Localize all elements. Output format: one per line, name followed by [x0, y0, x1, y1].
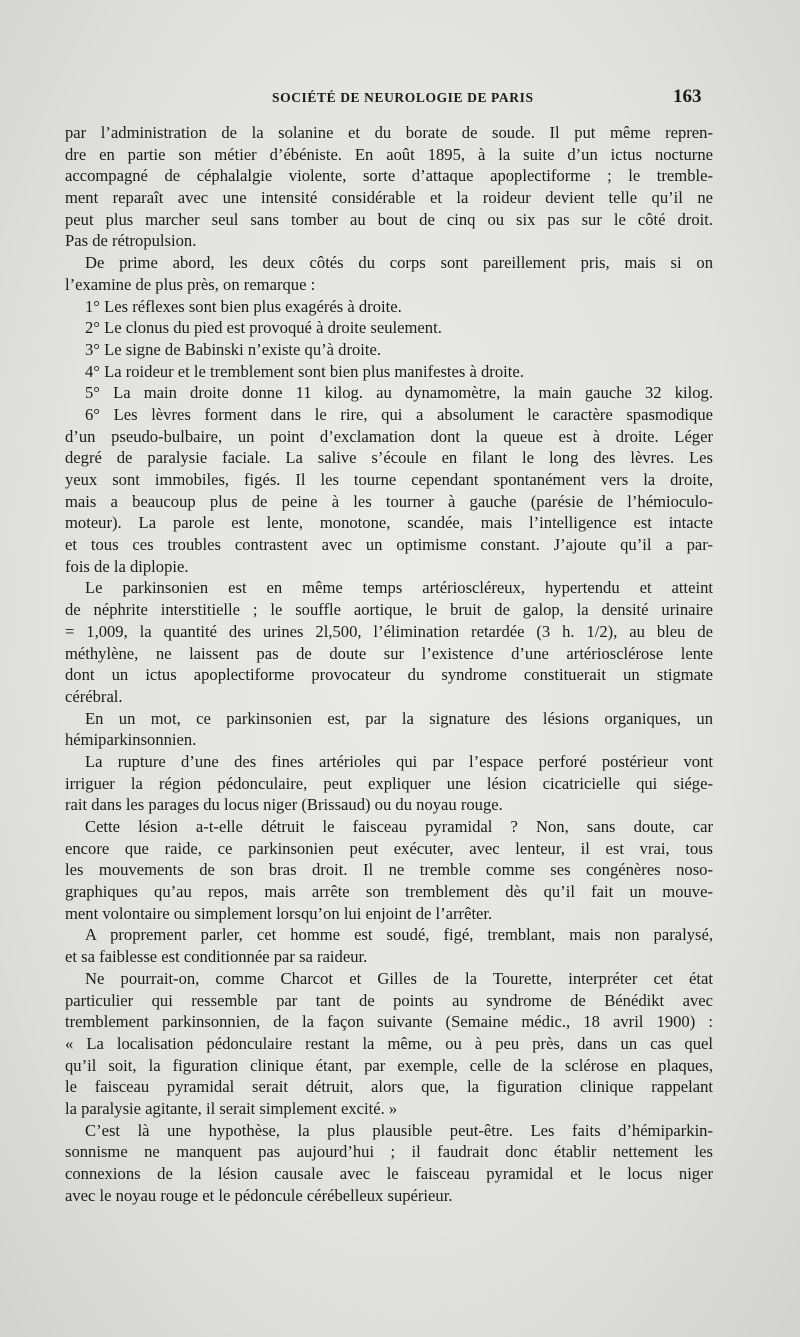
page-number: 163: [673, 86, 702, 107]
text-line: encore que raide, ce parkinsonien peut exécuter, avec lenteur, il est vrai, tous: [65, 838, 713, 858]
text-line: degré de paralysie faciale. La salive s’écoule en filant le long des lèvres. Les: [65, 448, 713, 468]
text-line: méthylène, ne laissent pas de doute sur l’existence d’une artériosclérose lente: [65, 643, 713, 663]
text-line: de néphrite interstitielle ; le souffle aortique, le bruit de galop, la densité urinaire: [65, 600, 713, 620]
text-line: hémiparkinsonnien.: [65, 730, 197, 750]
text-line: A proprement parler, cet homme est soudé, figé, tremblant, mais non paralysé,: [85, 925, 713, 945]
text-line: l’examine de plus près, on remarque :: [65, 274, 316, 294]
list-item: 5° La main droite donne 11 kilog. au dynamomètre, la main gauche 32 kilog.: [85, 383, 713, 403]
text-line: tremblement parkinsonnien, de la façon suivante (Semaine médic., 18 avril 1900) :: [65, 1012, 713, 1032]
text-line: La rupture d’une des fines artérioles qui par l’espace perforé postérieur vont: [85, 751, 713, 771]
text-line: avec le noyau rouge et le pédoncule cérébelleux supérieur.: [65, 1185, 453, 1205]
text-line: mais a beaucoup plus de peine à les tourner à gauche (parésie de l’hémioculo-: [65, 491, 713, 511]
text-line: fois de la diplopie.: [65, 556, 189, 576]
text-line: sonnisme ne manquent pas aujourd’hui ; il faudrait donc établir nettement les: [65, 1142, 713, 1162]
text-line: En un mot, ce parkinsonien est, par la signature des lésions organiques, un: [85, 708, 713, 728]
text-line: par l’administration de la solanine et du borate de soude. Il put même repren-: [65, 123, 713, 142]
text-line: C’est là une hypothèse, la plus plausible peut-être. Les faits d’hémiparkin-: [85, 1120, 713, 1140]
list-item: 3° Le signe de Babinski n’existe qu’à droite.: [85, 339, 382, 359]
text-line: Ne pourrait-on, comme Charcot et Gilles de la Tourette, interpréter cet état: [85, 968, 713, 988]
text-line: ment volontaire ou simplement lorsqu’on lui enjoint de l’arrêter.: [65, 903, 493, 923]
text-line: d’un pseudo-bulbaire, un point d’exclamation dont la queue est à droite. Léger: [65, 426, 713, 446]
text-line: connexions de la lésion causale avec le faisceau pyramidal et le locus niger: [65, 1164, 713, 1183]
text-line: peut plus marcher seul sans tomber au bout de cinq ou six pas sur le côté droit.: [65, 209, 713, 229]
text-line: qu’il soit, la figuration clinique étant, par exemple, celle de la sclérose en plaques,: [65, 1055, 713, 1075]
list-item: 2° Le clonus du pied est provoqué à droite seulement.: [85, 318, 442, 338]
text-line: particulier qui ressemble par tant de points au syndrome de Bénédikt avec: [65, 990, 713, 1010]
text-line: dre en partie son métier d’ébéniste. En août 1895, à la suite d’un ictus nocturne: [65, 144, 713, 164]
list-item: 6° Les lèvres forment dans le rire, qui a absolument le caractère spasmodique: [85, 404, 713, 424]
text-line: dont un ictus apoplectiforme provocateur du syndrome constituerait un stigmate: [65, 665, 713, 685]
text-line: moteur). La parole est lente, monotone, scandée, mais l’intelligence est intacte: [65, 513, 713, 533]
text-line: « La localisation pédonculaire restant la même, ou à peu près, dans un cas quel: [65, 1033, 713, 1053]
running-head: SOCIÉTÉ DE NEUROLOGIE DE PARIS: [272, 90, 534, 105]
list-item: 1° Les réflexes sont bien plus exagérés à droite.: [85, 296, 402, 316]
text-line: Le parkinsonien est en même temps artérioscléreux, hypertendu et atteint: [85, 578, 713, 598]
page-header: [0, 86, 800, 114]
text-line: accompagné de céphalalgie violente, sorte d’attaque apoplectiforme ; le tremble-: [65, 166, 713, 186]
text-line: rait dans les parages du locus niger (Brissaud) ou du noyau rouge.: [65, 795, 503, 815]
text-line: la paralysie agitante, il serait simplement excité. »: [65, 1098, 398, 1118]
text-line: les mouvements de son bras droit. Il ne tremble comme ses congénères noso-: [65, 860, 713, 880]
body-text: [65, 122, 713, 1206]
text-line: et sa faiblesse est conditionnée par sa raideur.: [65, 947, 368, 967]
text-line: et tous ces troubles contrastent avec un optimisme constant. J’ajoute qu’il a par-: [65, 535, 713, 555]
text-line: Pas de rétropulsion.: [65, 231, 197, 251]
text-line: cérébral.: [65, 686, 123, 706]
text-line: le faisceau pyramidal serait détruit, alors que, la figuration clinique rappelant: [65, 1077, 713, 1097]
text-line: yeux sont immobiles, figés. Il les tourne cependant spontanément vers la droite,: [65, 470, 713, 489]
text-line: Cette lésion a-t-elle détruit le faisceau pyramidal ? Non, sans doute, car: [85, 817, 713, 836]
text-line: irriguer la région pédonculaire, peut expliquer une lésion cicatricielle qui siége-: [65, 773, 713, 793]
text-line: De prime abord, les deux côtés du corps sont pareillement pris, mais si on: [85, 253, 713, 273]
text-line: graphiques qu’au repos, mais arrête son tremblement dès qu’il fait un mouve-: [65, 882, 713, 902]
text-line: ment reparaît avec une intensité considérable et la roideur devient telle qu’il ne: [65, 188, 713, 208]
list-item: 4° La roideur et le tremblement sont bien plus manifestes à droite.: [85, 361, 524, 381]
text-line: = 1,009, la quantité des urines 2l,500, l’élimination retardée (3 h. 1/2), au bleu de: [65, 621, 713, 641]
